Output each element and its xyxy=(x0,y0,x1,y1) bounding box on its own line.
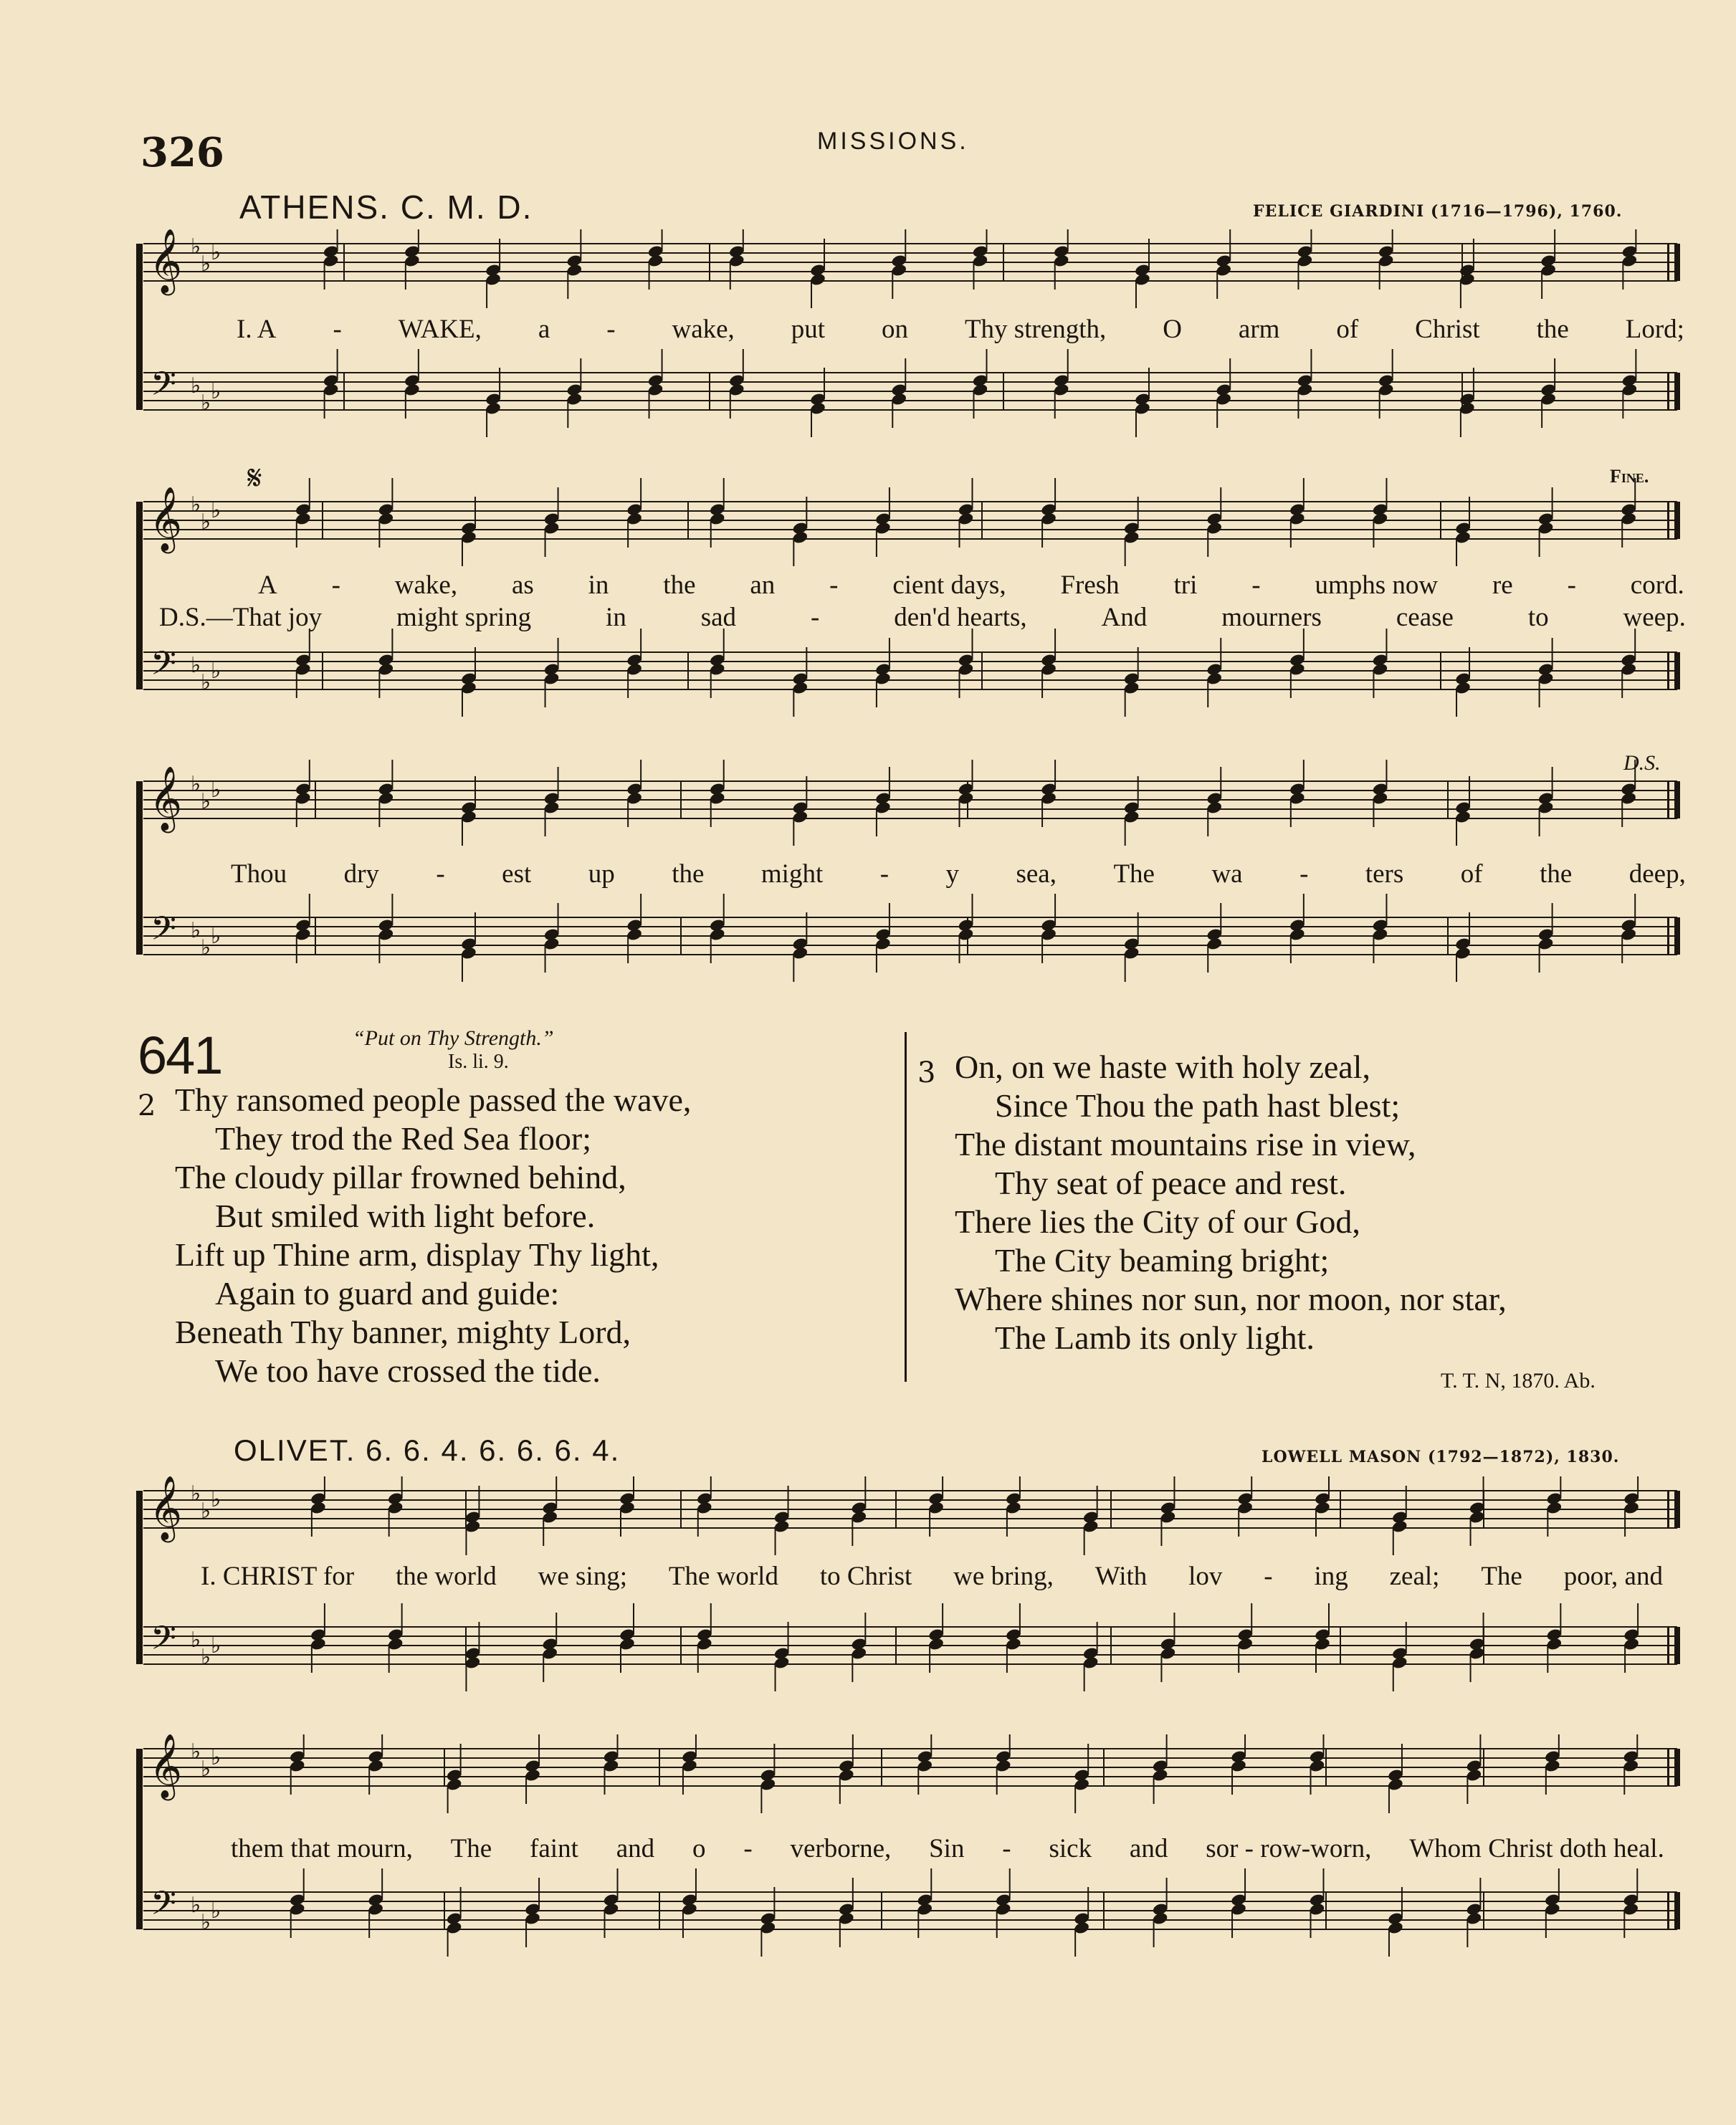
lyric-syllable: sick xyxy=(1049,1834,1092,1863)
svg-text:𝄞: 𝄞 xyxy=(149,1476,183,1540)
lyric-syllable: - xyxy=(1251,570,1261,600)
svg-text:𝄞: 𝄞 xyxy=(149,766,183,831)
lyric-syllable: The world xyxy=(668,1562,778,1591)
lyric-syllable: y xyxy=(945,859,959,889)
lyric-syllable: zeal; xyxy=(1389,1562,1440,1591)
lyric-syllable: WAKE, xyxy=(398,315,482,344)
lyric-syllable: as xyxy=(511,570,534,600)
svg-text:♭: ♭ xyxy=(211,924,221,949)
column-divider xyxy=(905,1032,907,1382)
svg-text:♭: ♭ xyxy=(201,789,211,814)
running-head: MISSIONS. xyxy=(817,128,969,155)
stanza-line: Thy seat of peace and rest. xyxy=(995,1165,1347,1201)
lyric-syllable: - xyxy=(1002,1834,1011,1863)
lyric-syllable: faint xyxy=(530,1834,578,1863)
svg-text:𝄢: 𝄢 xyxy=(151,909,177,956)
lyric-syllable: in xyxy=(588,570,609,600)
segno-sign: 𝄋 xyxy=(247,459,262,497)
lyric-syllable: I. A xyxy=(237,315,277,344)
lyric-syllable: o xyxy=(692,1834,706,1863)
lyric-syllable: Lord; xyxy=(1625,315,1684,344)
svg-text:𝄞: 𝄞 xyxy=(149,1734,183,1798)
svg-text:♭: ♭ xyxy=(201,670,211,695)
olivet-lyrics-1 xyxy=(201,1561,1663,1592)
lyric-syllable: - xyxy=(436,859,445,889)
stanza-line: There lies the City of our God, xyxy=(955,1203,1360,1240)
svg-text:♭: ♭ xyxy=(211,1899,221,1924)
lyric-syllable: - xyxy=(1264,1562,1273,1591)
lyric-syllable: - xyxy=(879,859,890,889)
svg-text:♭: ♭ xyxy=(191,1628,201,1653)
lyric-syllable: - xyxy=(810,603,820,632)
lyric-syllable: wake, xyxy=(394,570,458,600)
lyric-syllable: A xyxy=(258,570,277,600)
stanza-2-number: 2 xyxy=(138,1089,156,1122)
lyric-syllable: Christ xyxy=(1415,315,1480,344)
stanza-line: Thy ransomed people passed the wave, xyxy=(175,1081,692,1118)
svg-text:♭: ♭ xyxy=(191,1739,201,1765)
svg-text:♭: ♭ xyxy=(201,1910,211,1935)
lyric-syllable: O xyxy=(1163,315,1182,344)
svg-text:♭: ♭ xyxy=(201,1499,211,1524)
lyric-syllable: umphs now xyxy=(1315,570,1439,600)
lyric-syllable: sor - row-worn, xyxy=(1206,1834,1372,1863)
lyric-syllable: est xyxy=(502,859,532,889)
composer-olivet: LOWELL MASON (1792—1872), 1830. xyxy=(1262,1448,1620,1466)
lyric-syllable: Whom Christ doth heal. xyxy=(1409,1834,1664,1863)
stanza-line: The Lamb its only light. xyxy=(995,1319,1315,1356)
svg-text:♭: ♭ xyxy=(201,1645,211,1670)
svg-text:♭: ♭ xyxy=(201,935,211,960)
stanza-line: The cloudy pillar frowned behind, xyxy=(175,1159,626,1195)
lyric-syllable: weep. xyxy=(1623,603,1686,632)
svg-text:♭: ♭ xyxy=(201,391,211,416)
lyric-syllable: might spring xyxy=(396,603,532,632)
athens-lyrics-2a xyxy=(258,570,1684,601)
athens-lyrics-2b xyxy=(159,602,1686,633)
svg-text:♭: ♭ xyxy=(201,252,211,277)
lyric-syllable: mourners xyxy=(1221,603,1322,632)
svg-text:♭: ♭ xyxy=(191,653,201,678)
svg-text:𝄞: 𝄞 xyxy=(149,487,183,551)
lyric-syllable: an xyxy=(750,570,776,600)
svg-text:𝄞: 𝄞 xyxy=(149,229,183,293)
stanza-line: Again to guard and guide: xyxy=(215,1275,560,1312)
lyric-syllable: them that mourn, xyxy=(231,1834,413,1863)
lyric-syllable: cease xyxy=(1396,603,1454,632)
svg-text:♭: ♭ xyxy=(191,492,201,517)
lyric-syllable: The xyxy=(1113,859,1155,889)
lyric-syllable: D.S.—That joy xyxy=(159,603,323,632)
page-number: 326 xyxy=(140,129,224,176)
lyric-syllable: in xyxy=(606,603,626,632)
lyric-syllable: dry xyxy=(343,859,379,889)
lyric-syllable: the xyxy=(1540,859,1573,889)
tune-name-olivet: OLIVET. 6. 6. 4. 6. 6. 6. 4. xyxy=(234,1433,621,1467)
lyric-syllable: I. CHRIST for xyxy=(201,1562,355,1591)
svg-text:𝄢: 𝄢 xyxy=(151,365,177,411)
svg-text:♭: ♭ xyxy=(211,498,221,523)
svg-text:♭: ♭ xyxy=(211,1487,221,1512)
lyric-syllable: - xyxy=(743,1834,753,1863)
lyric-syllable: wa xyxy=(1211,859,1243,889)
lyric-syllable: deep, xyxy=(1628,859,1686,889)
lyric-syllable: sea, xyxy=(1016,859,1057,889)
lyric-syllable: And xyxy=(1101,603,1148,632)
stanza-line: But smiled with light before. xyxy=(215,1198,596,1234)
svg-text:♭: ♭ xyxy=(211,1633,221,1658)
stanza-line: We too have crossed the tide. xyxy=(215,1352,601,1389)
stanza-2 xyxy=(175,1081,691,1390)
stanza-line: The City beaming bright; xyxy=(995,1242,1330,1279)
svg-text:♭: ♭ xyxy=(211,659,221,684)
stanza-3 xyxy=(955,1048,1507,1357)
lyric-syllable: - xyxy=(331,570,340,600)
athens-lyrics-1 xyxy=(237,314,1684,345)
lyric-syllable: we bring, xyxy=(953,1562,1054,1591)
svg-text:♭: ♭ xyxy=(211,240,221,265)
lyric-syllable: and xyxy=(1129,1834,1168,1863)
lyric-syllable: cient days, xyxy=(892,570,1006,600)
stanza-line: They trod the Red Sea floor; xyxy=(215,1120,592,1157)
lyric-syllable: Thou xyxy=(231,859,287,889)
stanza-3-number: 3 xyxy=(917,1056,936,1089)
fine-mark: Fine. xyxy=(1610,466,1649,487)
lyric-syllable: - xyxy=(829,570,839,600)
lyric-syllable: verborne, xyxy=(790,1834,892,1863)
tune-name-athens: ATHENS. C. M. D. xyxy=(239,188,533,226)
stanza-line: Beneath Thy banner, mighty Lord, xyxy=(175,1314,631,1350)
lyric-syllable: sad xyxy=(700,603,737,632)
lyric-syllable: - xyxy=(1299,859,1309,889)
lyric-syllable: and xyxy=(616,1834,655,1863)
svg-text:♭: ♭ xyxy=(191,373,201,398)
lyric-syllable: tri xyxy=(1173,570,1198,600)
svg-text:♭: ♭ xyxy=(191,918,201,943)
svg-text:♭: ♭ xyxy=(201,510,211,535)
lyric-syllable: up xyxy=(588,859,615,889)
lyric-syllable: den'd hearts, xyxy=(894,603,1027,632)
ds-mark: D.S. xyxy=(1623,751,1661,775)
lyric-syllable: of xyxy=(1460,859,1483,889)
lyric-syllable: Sin xyxy=(929,1834,965,1863)
svg-text:♭: ♭ xyxy=(191,1481,201,1506)
lyric-syllable: poor, and xyxy=(1563,1562,1663,1591)
lyric-syllable: the xyxy=(672,859,705,889)
svg-text:𝄢: 𝄢 xyxy=(151,1619,177,1666)
lyric-syllable: put xyxy=(791,315,826,344)
svg-text:♭: ♭ xyxy=(191,1893,201,1918)
svg-text:♭: ♭ xyxy=(211,1745,221,1770)
lyric-syllable: - xyxy=(606,315,616,344)
lyric-syllable: wake, xyxy=(672,315,735,344)
lyric-syllable: - xyxy=(333,315,342,344)
lyric-syllable: the xyxy=(1536,315,1569,344)
lyric-syllable: lov xyxy=(1188,1562,1223,1591)
lyric-syllable: on xyxy=(882,315,908,344)
lyric-syllable: the world xyxy=(395,1562,497,1591)
lyric-syllable: ters xyxy=(1365,859,1404,889)
stanza-line: The distant mountains rise in view, xyxy=(955,1126,1416,1162)
svg-text:♭: ♭ xyxy=(191,772,201,797)
svg-text:♭: ♭ xyxy=(191,234,201,259)
lyric-syllable: ing xyxy=(1314,1562,1348,1591)
svg-text:𝄢: 𝄢 xyxy=(151,1884,177,1931)
svg-text:♭: ♭ xyxy=(201,1757,211,1782)
hymn-number: 641 xyxy=(138,1026,222,1085)
scripture-reference: Is. li. 9. xyxy=(448,1051,509,1073)
lyric-syllable: arm xyxy=(1238,315,1280,344)
lyric-syllable: of xyxy=(1336,315,1359,344)
athens-lyrics-3 xyxy=(231,859,1686,889)
lyric-syllable: Thy strength, xyxy=(964,315,1107,344)
lyric-syllable: - xyxy=(1567,570,1576,600)
svg-text:♭: ♭ xyxy=(211,778,221,803)
hymn-subtitle: “Put on Thy Strength.” xyxy=(353,1026,554,1050)
lyric-syllable: With xyxy=(1094,1562,1148,1591)
lyric-syllable: to xyxy=(1527,603,1549,632)
lyric-syllable: The xyxy=(1481,1562,1522,1591)
stanza-line: On, on we haste with holy zeal, xyxy=(955,1049,1370,1085)
lyric-syllable: a xyxy=(538,315,550,344)
svg-text:𝄢: 𝄢 xyxy=(151,644,177,691)
stanza-line: Lift up Thine arm, display Thy light, xyxy=(175,1236,659,1273)
lyric-syllable: we sing; xyxy=(538,1562,627,1591)
hymn-author: T. T. N, 1870. Ab. xyxy=(1441,1369,1596,1393)
lyric-syllable: re xyxy=(1492,570,1513,600)
lyric-syllable: to Christ xyxy=(819,1562,912,1591)
composer-athens: FELICE GIARDINI (1716—1796), 1760. xyxy=(1253,202,1623,221)
lyric-syllable: the xyxy=(663,570,696,600)
lyric-syllable: might xyxy=(760,859,824,889)
svg-text:♭: ♭ xyxy=(211,379,221,404)
lyric-syllable: cord. xyxy=(1630,570,1684,600)
lyric-syllable: Fresh xyxy=(1060,570,1120,600)
lyric-syllable: The xyxy=(450,1834,492,1863)
stanza-line: Where shines nor sun, nor moon, nor star, xyxy=(955,1281,1507,1317)
stanza-line: Since Thou the path hast blest; xyxy=(995,1087,1401,1124)
olivet-lyrics-2 xyxy=(231,1833,1664,1864)
